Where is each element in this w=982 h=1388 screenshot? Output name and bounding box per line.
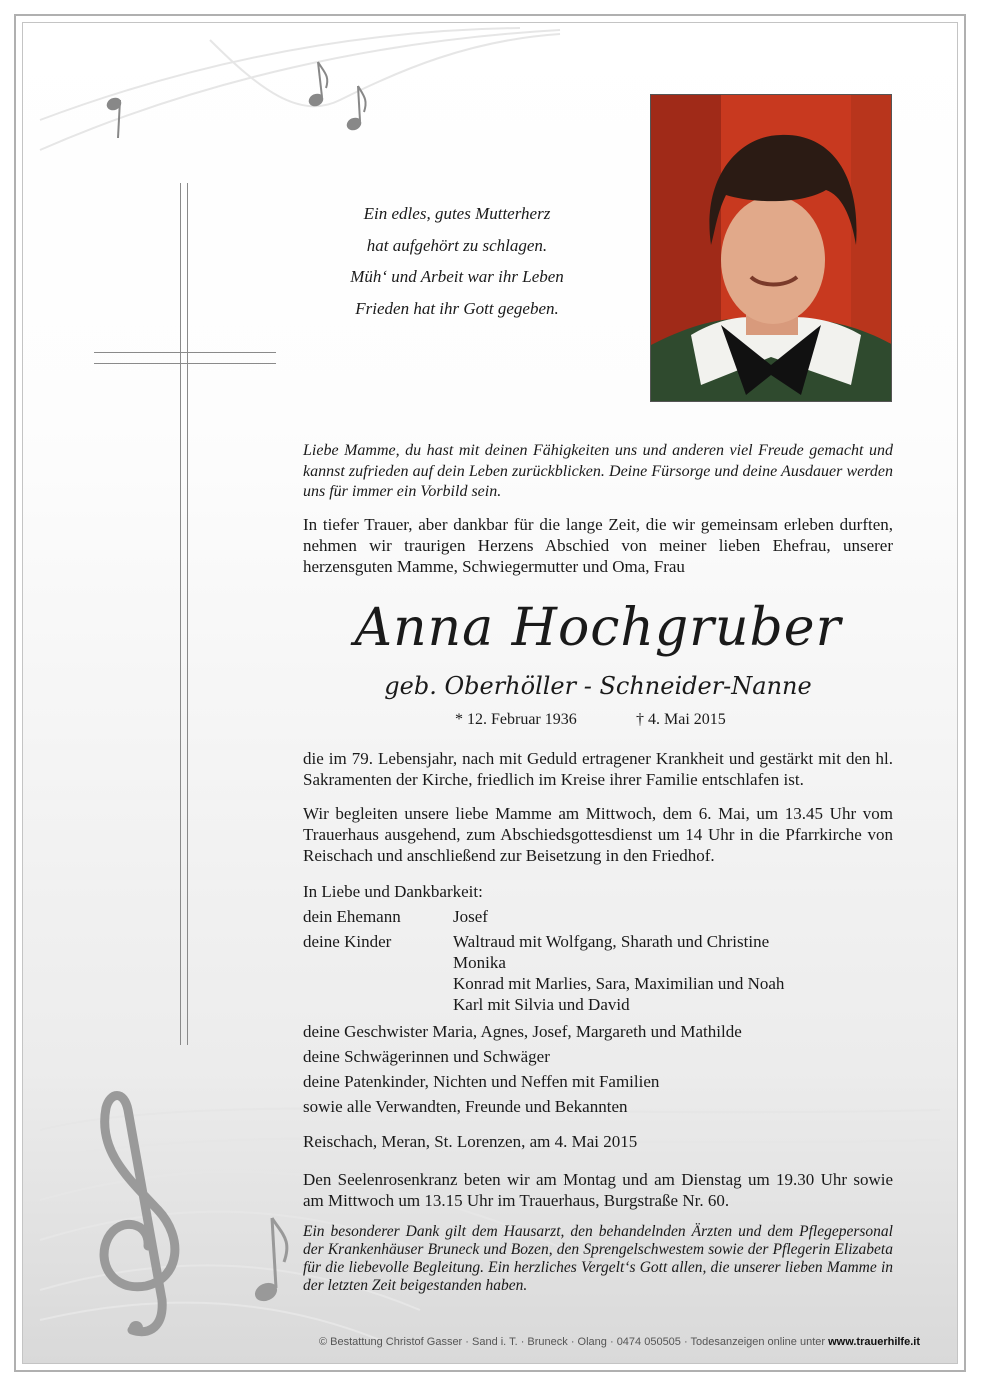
death-text: die im 79. Lebensjahr, nach mit Geduld ertragener Krankheit und gestärkt mit den hl. Sakramenten der Kirche, friedlich im Kreise ihrer Familie entschlafen ist. bbox=[303, 749, 893, 789]
rosary-text: Den Seelenrosenkranz beten wir am Montag und am Dienstag um 19.30 Uhr sowie am Mittwoch um 13.15 Uhr im Trauerhaus, Burgstraße Nr. 60. bbox=[303, 1170, 893, 1210]
child-entry: Monika bbox=[453, 953, 506, 972]
footer bbox=[120, 1336, 920, 1348]
mourner-line: deine Schwägerinnen und Schwäger bbox=[303, 1047, 550, 1066]
mourner-line: sowie alle Verwandten, Freunde und Bekannten bbox=[303, 1097, 628, 1116]
mourners-heading: In Liebe und Dankbarkeit: bbox=[303, 882, 483, 901]
intro-text: In tiefer Trauer, aber dankbar für die lange Zeit, die wir gemeinsam erleben durften, nehmen wir traurigen Herzens Abschied von meiner lieben Ehefrau, unserer herzensguten Mamme, Schwiegermutter und Oma, Frau bbox=[303, 515, 893, 576]
children-list bbox=[453, 931, 784, 1015]
mourners-list bbox=[303, 881, 893, 1119]
place-date: Reischach, Meran, St. Lorenzen, am 4. Mai 2015 bbox=[303, 1132, 638, 1151]
birth-name: geb. Oberhöller - Schneider-Nanne bbox=[384, 672, 812, 700]
child-entry: Waltraud mit Wolfgang, Sharath und Christine bbox=[453, 932, 770, 951]
mourner-relation: deine Kinder bbox=[303, 932, 392, 951]
child-entry: Karl mit Silvia und David bbox=[453, 995, 630, 1014]
mourner-row bbox=[303, 931, 893, 1015]
poem-line: Frieden hat ihr Gott gegeben. bbox=[355, 298, 559, 318]
child-entry: Konrad mit Marlies, Sara, Maximilian und Noah bbox=[453, 974, 785, 993]
poem bbox=[312, 198, 602, 324]
footer-link[interactable]: www.trauerhilfe.it bbox=[828, 1336, 920, 1348]
music-note-icon bbox=[253, 1218, 287, 1304]
poem-line: Müh‘ und Arbeit war ihr Leben bbox=[350, 267, 564, 286]
cross-horizontal-bar bbox=[94, 352, 276, 364]
cross-vertical-bar bbox=[180, 183, 188, 1045]
footer-text: © Bestattung Christof Gasser · Sand i. T. · Bruneck · Olang · 0474 050505 · Todesanzeigen online unter bbox=[319, 1336, 826, 1348]
poem-line: hat aufgehört zu schlagen. bbox=[366, 235, 548, 255]
portrait-photo bbox=[650, 94, 892, 402]
poem-line: Ein edles, gutes Mutterherz bbox=[363, 204, 551, 223]
music-note-icon bbox=[307, 62, 327, 108]
treble-clef-icon bbox=[104, 1096, 175, 1336]
birth-date: * 12. Februar 1936 bbox=[455, 711, 577, 728]
funeral-text: Wir begleiten unsere liebe Mamme am Mittwoch, dem 6. Mai, um 13.45 Uhr vom Trauerhaus ausgehend, zum Abschiedsgottesdienst um 14 Uhr in die Pfarrkirche von Reischach und anschließend zur Beisetzung in den Friedhof. bbox=[303, 804, 893, 865]
mourner-names: Josef bbox=[453, 907, 488, 926]
mourner-line: deine Patenkinder, Nichten und Neffen mit Familien bbox=[303, 1072, 660, 1091]
thanks-text: Ein besonderer Dank gilt dem Hausarzt, den behandelnden Ärzten und dem Pflegepersonal der Krankenhäuser Bruneck und Bozen, den Sprengelschwestem sowie der Pflegerin Elizabeta für die liebevolle Begleitung. Ein herzliches Vergelt‘s Gott allen, die unserer lieben Mamme in der letzten Zeit beigestanden haben. bbox=[303, 1223, 893, 1294]
intro-italic: Liebe Mamme, du hast mit deinen Fähigkeiten uns und anderen viel Freude gemacht und kannst zufrieden auf dein Leben zurückblicken. Deine Fürsorge und deine Ausdauer werden uns für immer ein Vorbild sein. bbox=[303, 442, 893, 500]
mourner-line: deine Geschwister Maria, Agnes, Josef, Margareth und Mathilde bbox=[303, 1022, 742, 1041]
mourner-relation: dein Ehemann bbox=[303, 907, 401, 926]
mourner-row bbox=[303, 906, 893, 927]
death-date: † 4. Mai 2015 bbox=[636, 711, 726, 728]
music-note-icon bbox=[105, 96, 122, 138]
deceased-name: Anna Hochgruber bbox=[354, 598, 842, 658]
